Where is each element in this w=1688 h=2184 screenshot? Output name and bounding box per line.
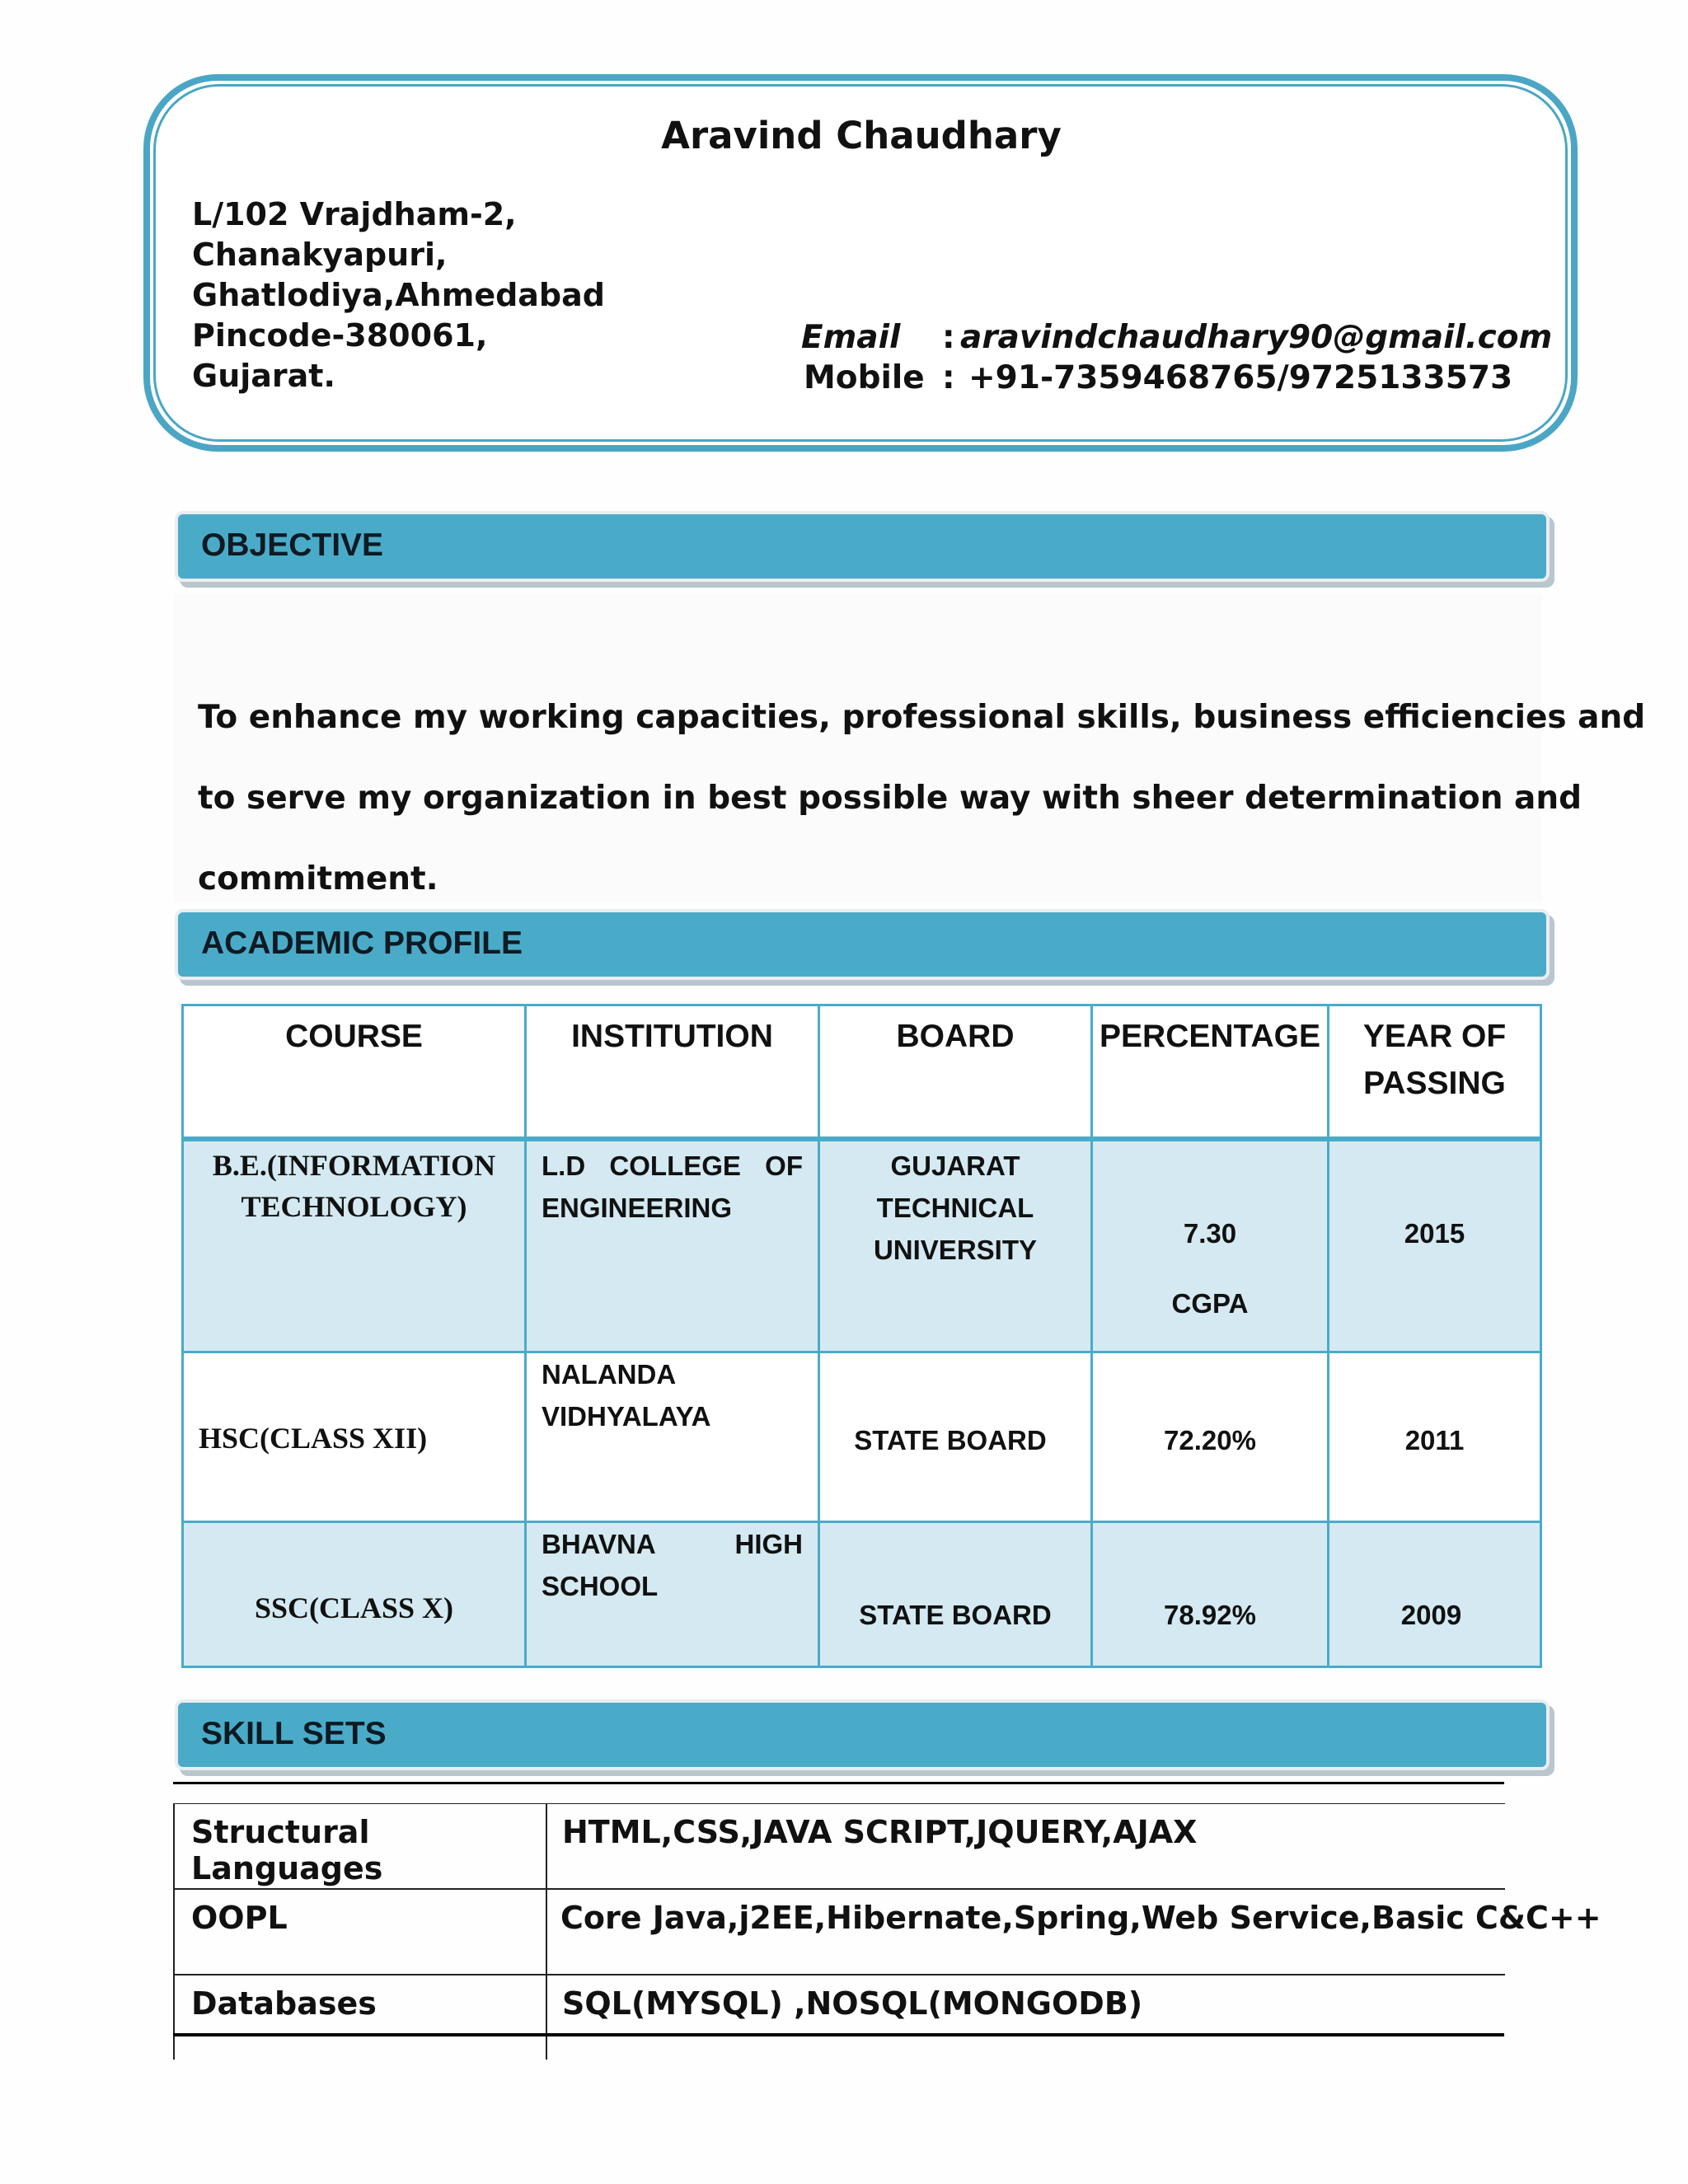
- course-text: HSC(CLASS XII): [199, 1421, 428, 1455]
- board-text: STATE BOARD: [859, 1599, 1052, 1630]
- table-row: [174, 1975, 1505, 2060]
- institution-text: L.D COLLEGE OF ENGINEERING: [542, 1151, 803, 1223]
- percentage-cell: [1092, 1352, 1329, 1521]
- table-row: [174, 1804, 1505, 1890]
- board-text: STATE BOARD: [854, 1424, 1047, 1455]
- year-cell: [1329, 1521, 1541, 1666]
- institution-text: BHAVNA HIGH SCHOOL: [542, 1528, 803, 1601]
- objective-line: to serve my organization in best possible way with sheer determination and: [198, 780, 1582, 817]
- mobile-separator: :: [942, 359, 955, 396]
- objective-line: To enhance my working capacities, professional skills, business efficiencies and: [198, 699, 1646, 736]
- percentage-text: 72.20%: [1164, 1424, 1256, 1455]
- column-header-course: COURSE: [183, 1005, 526, 1140]
- address-line: L/102 Vrajdham-2,: [192, 196, 517, 232]
- skill-values: Core Java,j2EE,Hibernate,Spring,Web Service,Basic C&C++: [546, 1889, 1505, 1975]
- table-row: [174, 1889, 1505, 1975]
- course-cell: [183, 1139, 526, 1352]
- skills-table: [173, 1803, 1601, 2060]
- course-text: B.E.(INFORMATION TECHNOLOGY): [212, 1149, 496, 1223]
- column-header-institution: INSTITUTION: [526, 1005, 819, 1140]
- address-line: Pincode-380061,: [192, 317, 488, 354]
- column-header-year: YEAR OF PASSING: [1329, 1005, 1541, 1140]
- institution-text: NALANDA VIDHYALAYA: [542, 1358, 711, 1432]
- year-text: 2009: [1400, 1599, 1462, 1630]
- year-text: 2011: [1404, 1424, 1465, 1455]
- mobile-label: Mobile: [804, 359, 925, 396]
- skills-top-rule: [173, 1782, 1504, 1784]
- table-row: [183, 1352, 1541, 1521]
- course-text: SSC(CLASS X): [254, 1591, 454, 1624]
- column-header-percentage: PERCENTAGE: [1092, 1005, 1329, 1140]
- skill-category: Databases: [174, 1975, 546, 2060]
- institution-cell: [526, 1139, 819, 1352]
- skills-bottom-rule: [173, 2033, 1504, 2036]
- board-cell: [819, 1352, 1092, 1521]
- table-row: [183, 1139, 1541, 1352]
- column-header-board: BOARD: [819, 1005, 1092, 1140]
- skill-category: OOPL: [174, 1889, 546, 1975]
- board-cell: [819, 1139, 1092, 1352]
- skill-values: SQL(MYSQL) ,NOSQL(MONGODB): [546, 1975, 1505, 2060]
- email-separator: :: [942, 319, 955, 356]
- institution-cell: [526, 1352, 819, 1521]
- objective-block: [173, 593, 1646, 902]
- academic-table: [181, 1004, 1542, 1668]
- percentage-text: 7.30: [1183, 1218, 1237, 1249]
- mobile-value: +91-7359468765/9725133573: [968, 359, 1513, 396]
- board-text: GUJARAT TECHNICAL UNIVERSITY: [873, 1151, 1038, 1265]
- address-line: Chanakyapuri,: [192, 237, 448, 273]
- skills-title: SKILL SETS: [201, 1716, 387, 1751]
- year-cell: [1329, 1139, 1541, 1352]
- institution-cell: [526, 1521, 819, 1666]
- percentage-cell: [1092, 1521, 1329, 1666]
- skill-values: HTML,CSS,JAVA SCRIPT,JQUERY,AJAX: [546, 1804, 1505, 1890]
- objective-title: OBJECTIVE: [201, 527, 384, 563]
- course-cell: [183, 1521, 526, 1666]
- percentage-unit: CGPA: [1171, 1288, 1249, 1319]
- email-label: Email: [801, 319, 901, 356]
- address-line: Ghatlodiya,Ahmedabad: [192, 277, 605, 313]
- year-cell: [1329, 1352, 1541, 1521]
- objective-line: commitment.: [198, 860, 438, 898]
- address-line: Gujarat.: [192, 358, 335, 394]
- year-text: 2015: [1404, 1218, 1465, 1249]
- percentage-text: 78.92%: [1164, 1599, 1256, 1630]
- candidate-name: Aravind Chaudhary: [661, 114, 1062, 157]
- email-value[interactable]: aravindchaudhary90@gmail.com: [960, 319, 1553, 356]
- table-row: [183, 1521, 1541, 1666]
- skill-category: Structural Languages: [174, 1804, 546, 1890]
- academic-title: ACADEMIC PROFILE: [201, 926, 523, 961]
- table-header-row: [183, 1005, 1541, 1140]
- percentage-cell: [1092, 1139, 1329, 1352]
- course-cell: [183, 1352, 526, 1521]
- board-cell: [819, 1521, 1092, 1666]
